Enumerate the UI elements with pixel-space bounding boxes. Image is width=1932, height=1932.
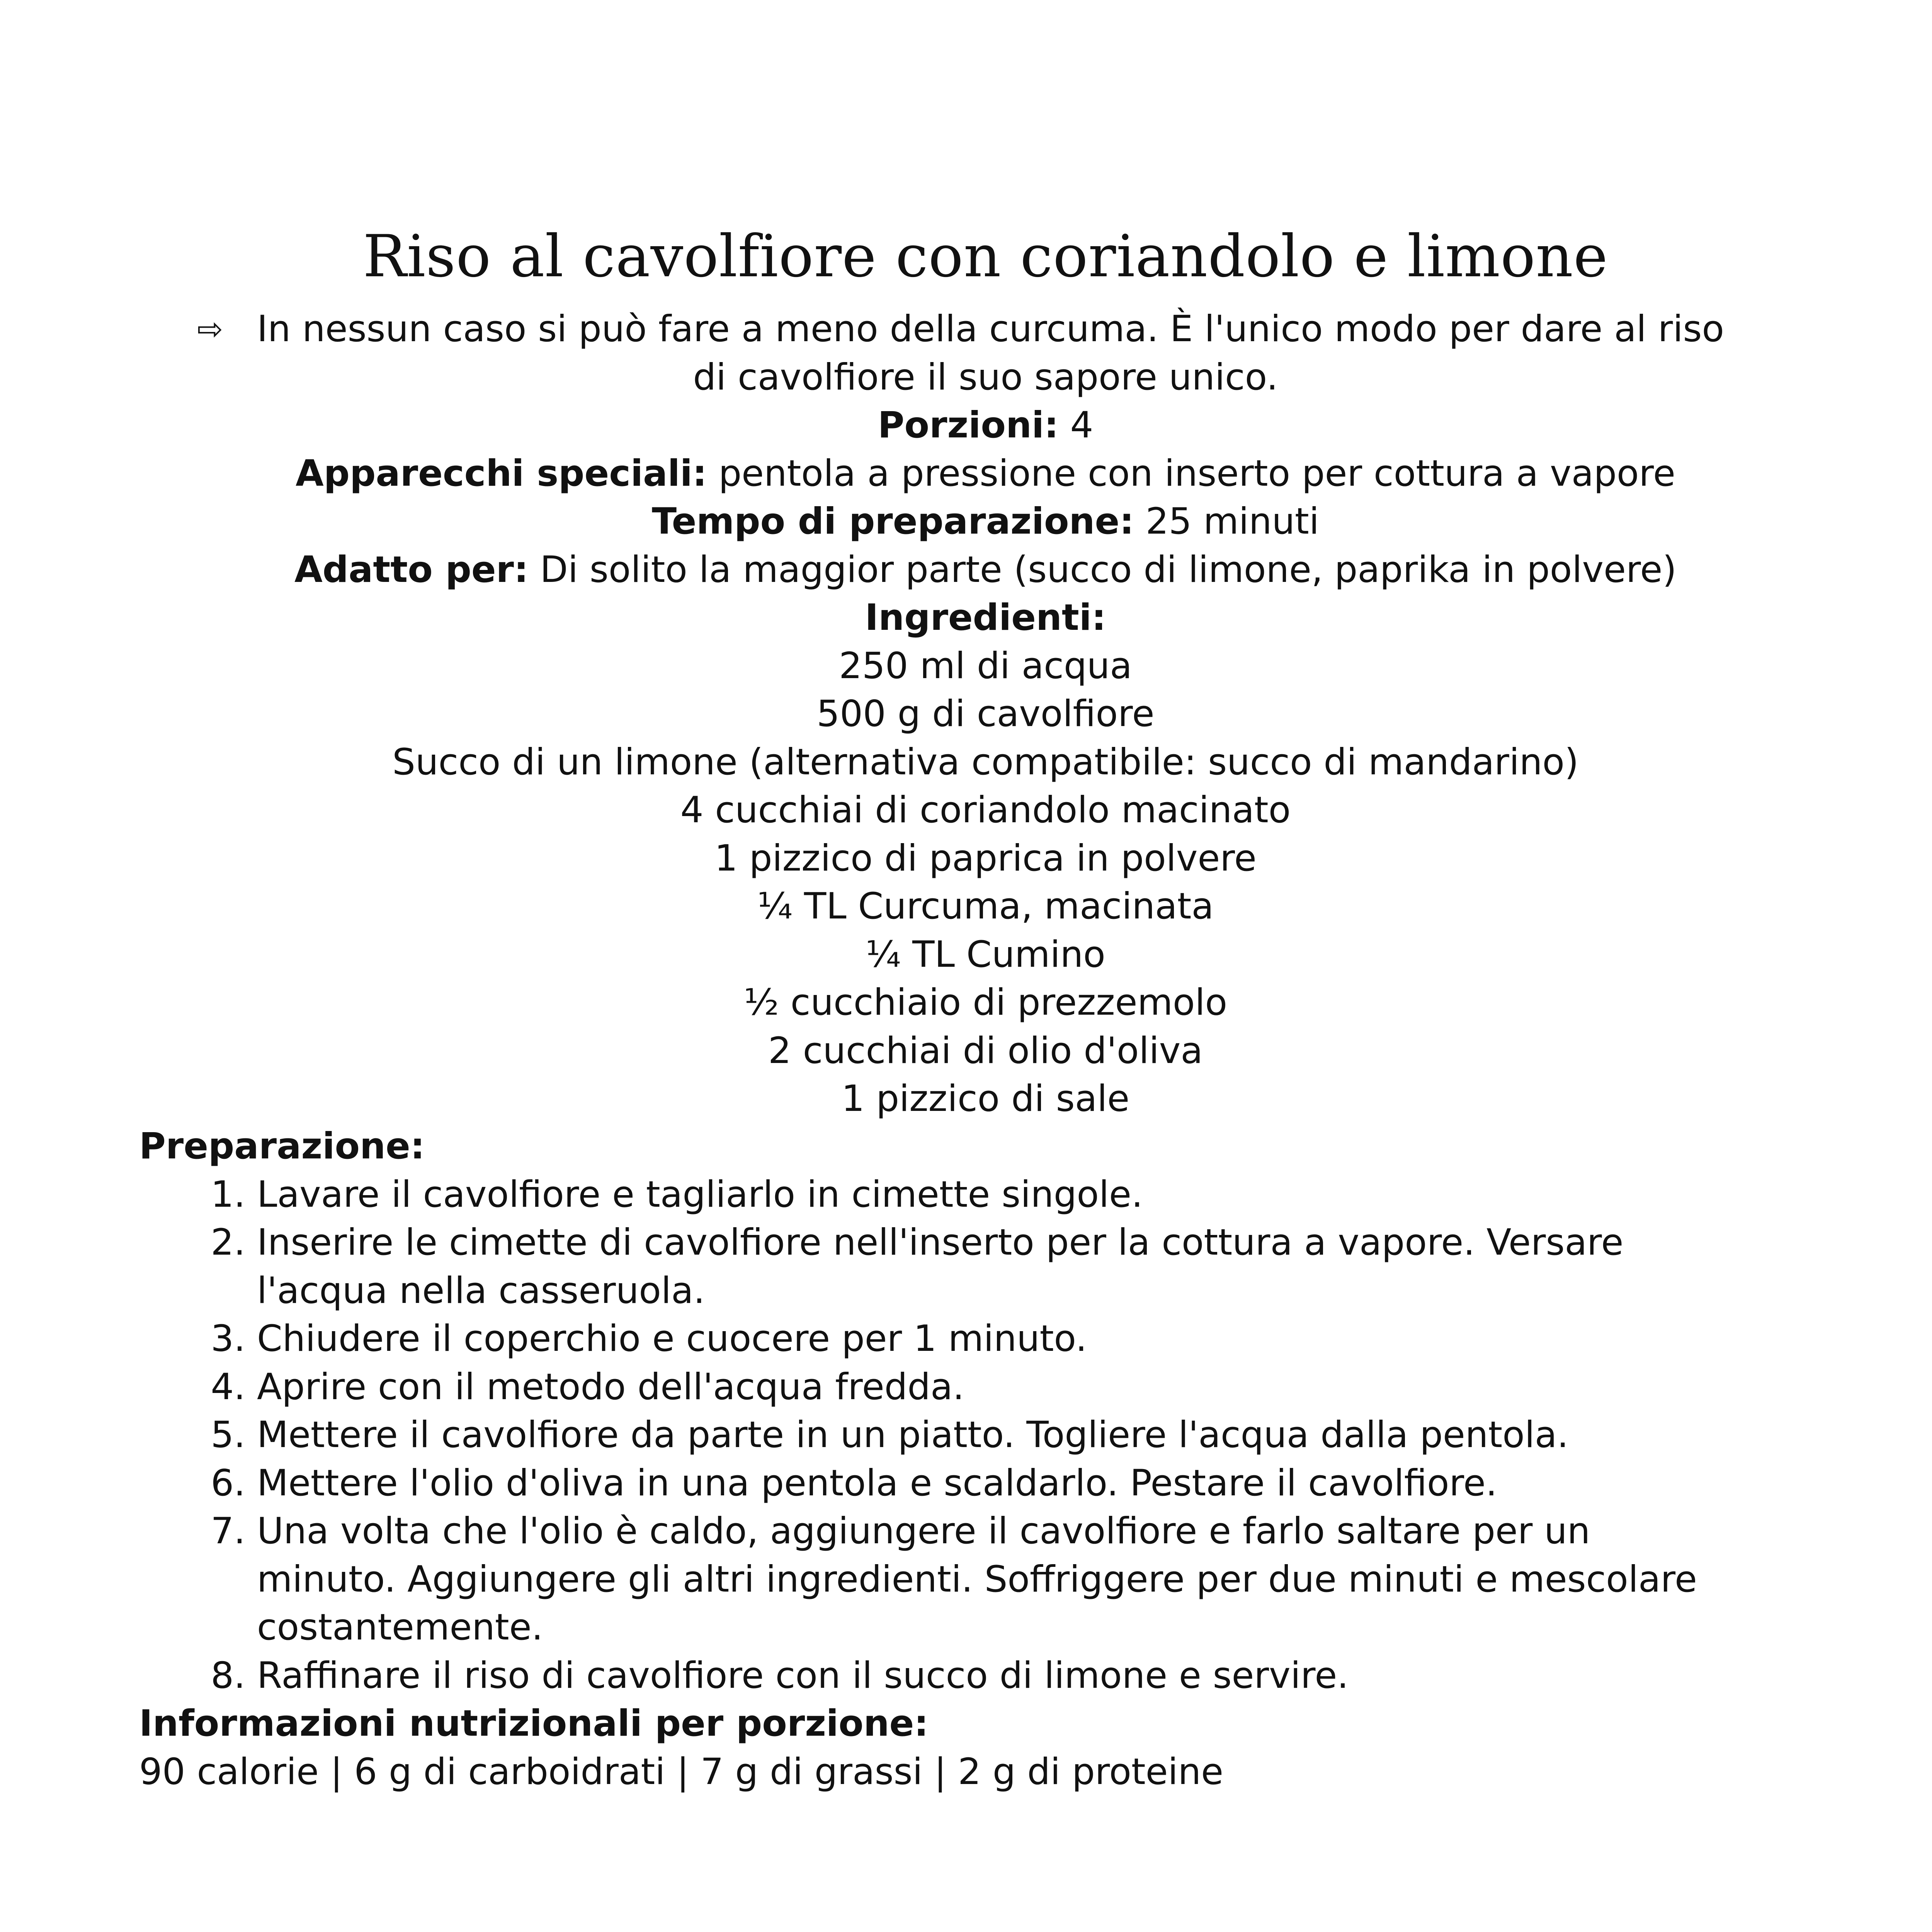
ingredient-item: 1 pizzico di paprica in polvere [714,837,1257,879]
arrow-right-icon: ⇨ [197,311,223,347]
ingredient-item: ¼ TL Curcuma, macinata [757,885,1214,927]
step-text: Lavare il cavolfiore e tagliarlo in cimette singole. [257,1173,1143,1216]
step-text: Raffinare il riso di cavolfiore con il succo di limone e servire. [257,1654,1349,1697]
recipe-title: Riso al cavolfiore con coriandolo e limone [363,223,1608,290]
nutrition-heading: Informazioni nutrizionali per porzione: [139,1702,929,1745]
ingredient-item: 4 cucchiai di coriandolo macinato [680,789,1291,831]
step-text: Chiudere il coperchio e cuocere per 1 minuto. [257,1318,1087,1360]
step-number: 7. [211,1510,245,1552]
meta-label: Apparecchi speciali: [296,452,707,495]
step-number: 4. [211,1366,245,1408]
step-item [139,1507,1878,1652]
step-text: costantemente. [257,1606,543,1648]
preparation-steps [139,1171,1878,1700]
recipe-method [139,1122,1878,1796]
meta-label: Porzioni: [878,404,1059,446]
step-item [139,1459,1878,1508]
meta-label: Adatto per: [294,548,529,591]
recipe-intro [0,305,1932,1123]
step-item [139,1652,1878,1700]
ingredient-item: ½ cucchiaio di prezzemolo [743,981,1228,1024]
ingredient-item: 500 g di cavolfiore [816,693,1155,735]
step-text: Aprire con il metodo dell'acqua fredda. [257,1366,964,1408]
ingredients-list [0,642,1932,1123]
nutrition-text: 90 calorie | 6 g di carboidrati | 7 g di grassi | 2 g di proteine [139,1750,1224,1793]
step-number: 8. [211,1654,245,1697]
step-item [139,1171,1878,1219]
ingredients-heading: Ingredienti: [865,597,1106,639]
ingredient-item: 250 ml di acqua [839,645,1132,687]
step-item [139,1411,1878,1459]
step-text: Una volta che l'olio è caldo, aggiungere il cavolfiore e farlo saltare per un [257,1510,1590,1552]
ingredient-item: 2 cucchiai di olio d'oliva [768,1029,1203,1072]
step-text: Inserire le cimette di cavolfiore nell'inserto per la cottura a vapore. Versare [257,1221,1624,1264]
step-text: Mettere il cavolfiore da parte in un piatto. Togliere l'acqua dalla pentola. [257,1414,1569,1456]
tip-note [0,305,1932,401]
meta-value: pentola a pressione con inserto per cottura a vapore [718,452,1675,495]
step-item [139,1315,1878,1363]
meta-value: 25 minuti [1145,500,1320,543]
ingredient-item: 1 pizzico di sale [841,1078,1130,1120]
meta-prep-time [0,498,1932,546]
ingredient-item: Succo di un limone (alternativa compatibile: succo di mandarino) [392,741,1579,783]
step-number: 3. [211,1318,245,1360]
meta-label: Tempo di preparazione: [651,500,1134,543]
meta-value: Di solito la maggior parte (succo di limone, paprika in polvere) [540,548,1677,591]
meta-suitable-for [0,546,1932,594]
meta-servings [0,401,1932,450]
step-item [139,1219,1878,1315]
step-number: 5. [211,1414,245,1456]
meta-equipment [0,450,1932,498]
step-number: 2. [211,1221,245,1264]
step-number: 1. [211,1173,245,1216]
tip-note-line: di cavolfiore il suo sapore unico. [693,356,1278,398]
step-text: Mettere l'olio d'oliva in una pentola e scaldarlo. Pestare il cavolfiore. [257,1462,1497,1504]
step-number: 6. [211,1462,245,1504]
ingredient-item: ¼ TL Cumino [866,933,1105,976]
tip-note-line: In nessun caso si può fare a meno della curcuma. È l'unico modo per dare al riso [257,308,1725,350]
preparation-heading: Preparazione: [139,1125,425,1167]
step-text: minuto. Aggiungere gli altri ingredienti. Soffriggere per due minuti e mescolare [257,1558,1697,1600]
step-item [139,1363,1878,1412]
meta-value: 4 [1070,404,1094,446]
step-text: l'acqua nella casseruola. [257,1269,705,1312]
